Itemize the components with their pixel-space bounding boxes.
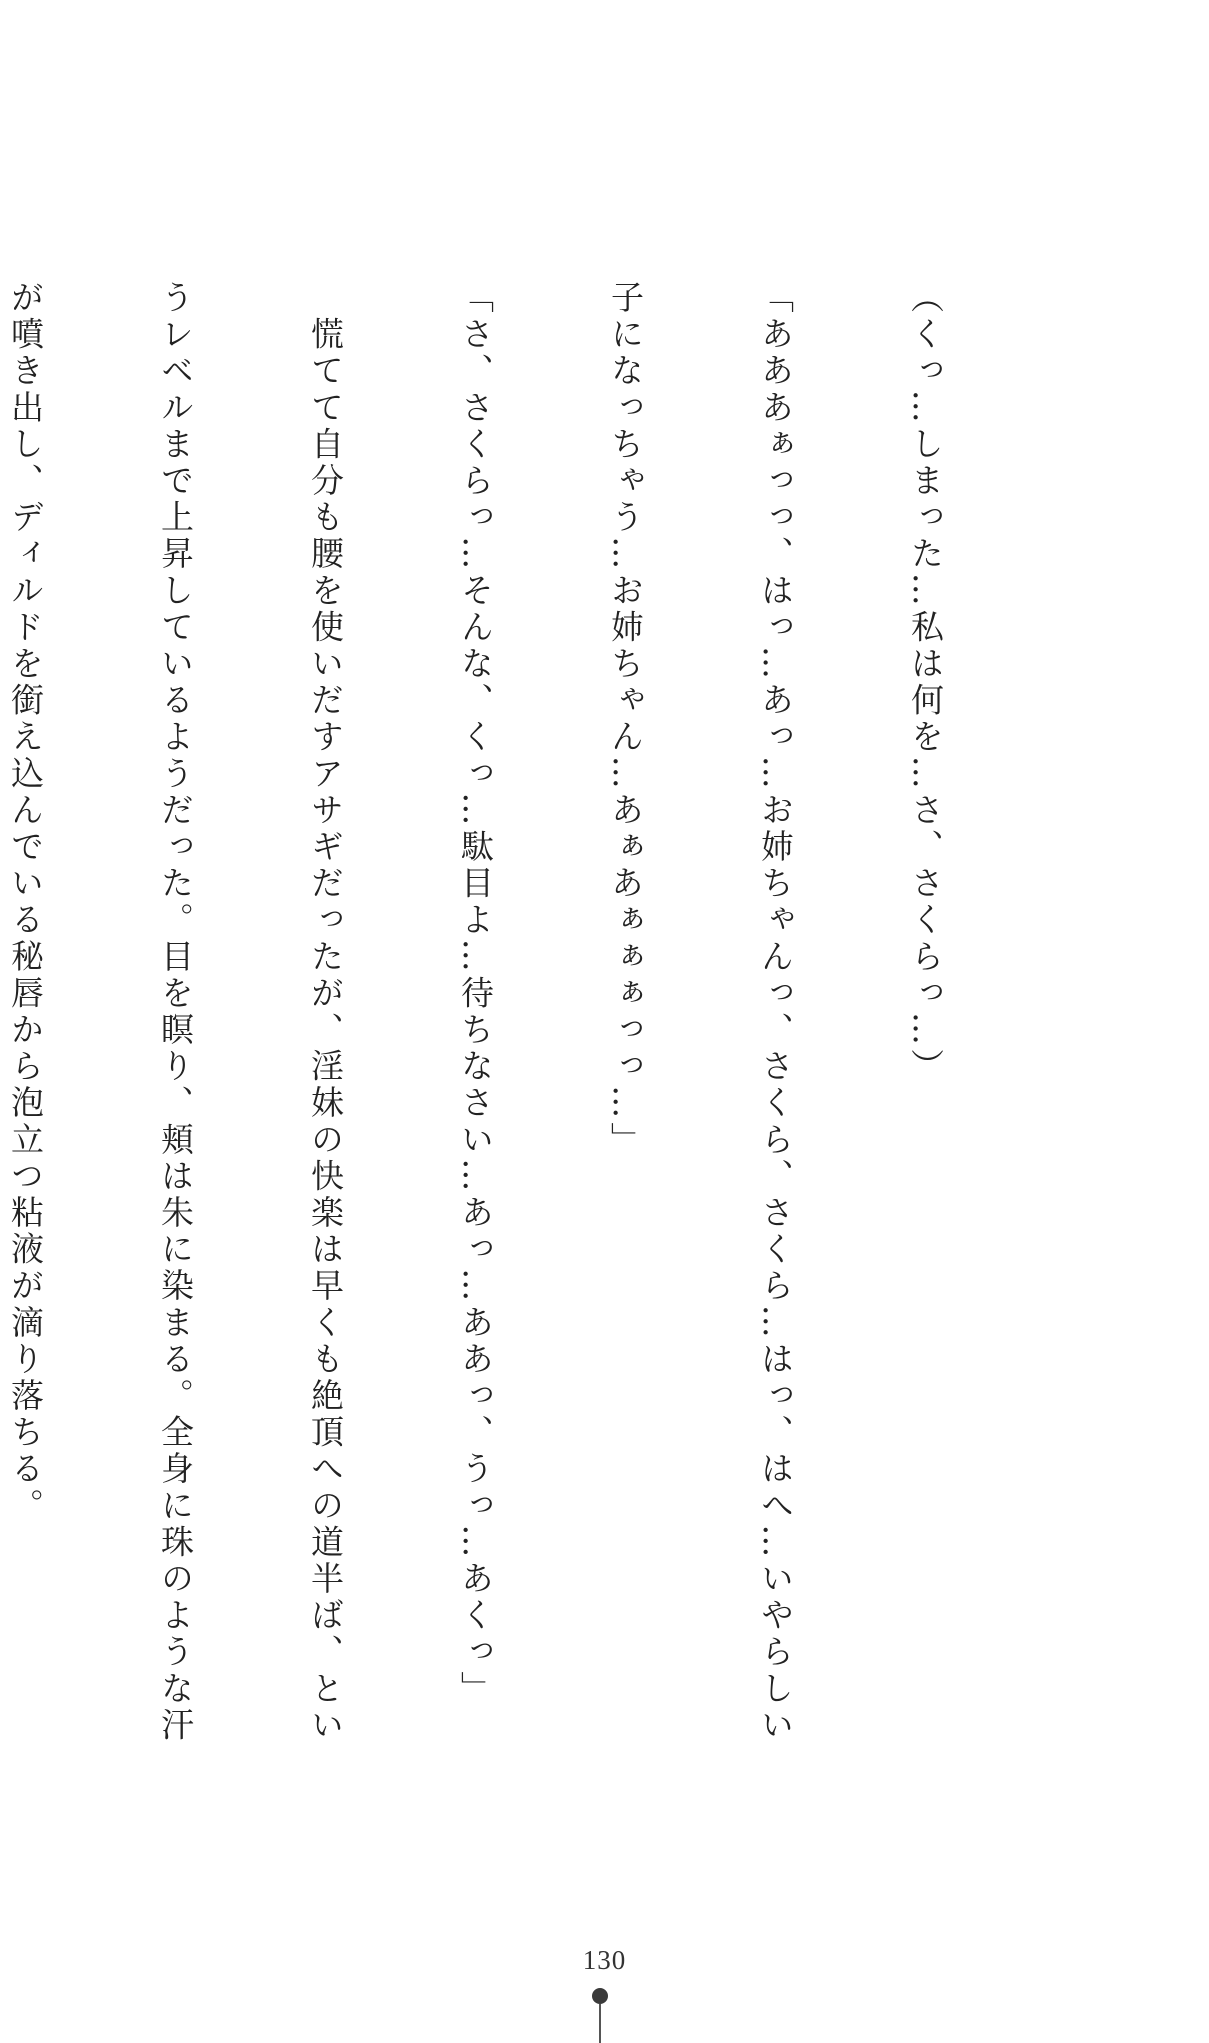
page-marker-line (599, 2004, 601, 2043)
text-line: うレベルまで上昇しているようだった。目を瞑り、頬は朱に染まる。全身に珠のような汗 (156, 280, 195, 1744)
page-number: 130 (582, 1945, 627, 1975)
vertical-text-block (6, 280, 1050, 1744)
text-line: 「あああぁっっ、はっ…あっ…お姉ちゃんっ、さくら、さくら…はっ、はへ…いやらしい (756, 280, 795, 1744)
text-line: 慌てて自分も腰を使いだすアサギだったが、淫妹の快楽は早くも絶頂への道半ば、とい (306, 280, 345, 1744)
text-line: 子になっちゃう…お姉ちゃん…あぁあぁぁぁっっ…」 (606, 280, 645, 1159)
page-marker-dot-icon (592, 1988, 608, 2004)
text-line: （くっ…しまった…私は何を…さ、さくらっ…） (906, 280, 945, 1086)
text-line: 「さ、さくらっ…そんな、くっ…駄目よ…待ちなさい…あっ…ああっ、うっ…あくっ」 (456, 280, 495, 1708)
text-line: が噴き出し、ディルドを銜え込んでいる秘唇から泡立つ粘液が滴り落ちる。 (6, 280, 45, 1525)
